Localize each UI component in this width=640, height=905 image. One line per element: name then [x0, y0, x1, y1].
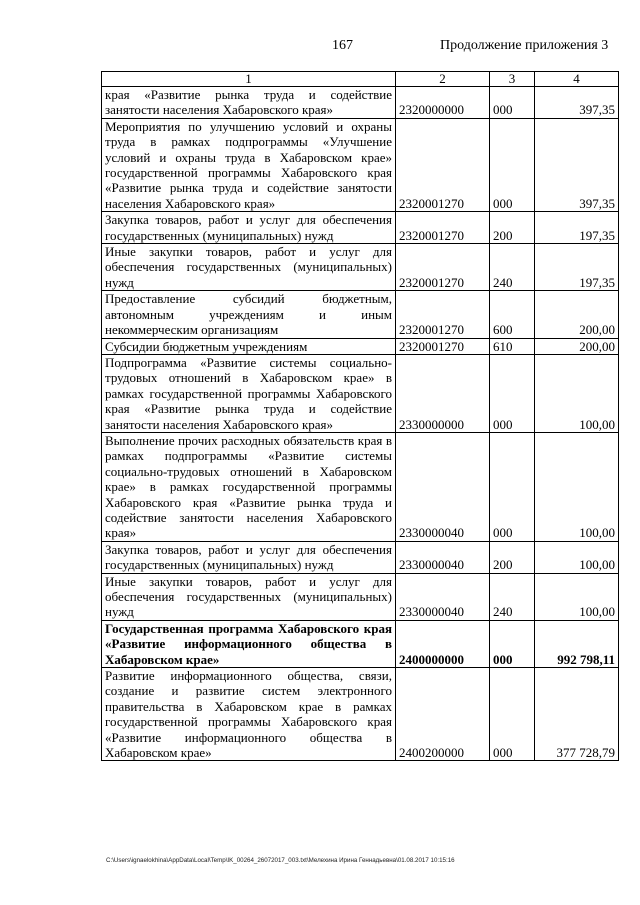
file-path-footer: C:\Users\ignaelokhina\AppData\Local\Temp\IK_00264_26072017_003.txt\Мелехина Ирина Геннадьевна\01.08.2017 10:15:16: [106, 857, 455, 864]
column-header: 3: [490, 72, 535, 87]
row-type: 600: [490, 291, 535, 338]
row-description: Подпрограмма «Развитие системы социально-трудовых отношений в Хабаровском крае» в рамках государственной программы Хабаровского края «Развитие рынка труда и содействие занятости населения Хабаровского края»: [102, 354, 396, 432]
row-type: 240: [490, 573, 535, 620]
table-row: [102, 212, 619, 244]
table-row: [102, 432, 619, 541]
row-description: Иные закупки товаров, работ и услуг для обеспечения государственных (муниципальных) нужд: [102, 244, 396, 291]
row-type: 000: [490, 620, 535, 667]
row-code: 2400000000: [396, 620, 490, 667]
table-row: [102, 118, 619, 211]
table-row: [102, 354, 619, 432]
row-description: Закупка товаров, работ и услуг для обеспечения государственных (муниципальных) нужд: [102, 541, 396, 573]
continuation-note: Продолжение приложения 3: [440, 38, 609, 53]
row-code: 2320000000: [396, 87, 490, 119]
row-type: 000: [490, 354, 535, 432]
row-code: 2320001270: [396, 291, 490, 338]
row-description: Субсидии бюджетным учреждениям: [102, 338, 396, 354]
row-description: Закупка товаров, работ и услуг для обеспечения государственных (муниципальных) нужд: [102, 212, 396, 244]
table-row: [102, 338, 619, 354]
row-description: Иные закупки товаров, работ и услуг для обеспечения государственных (муниципальных) нужд: [102, 573, 396, 620]
row-amount: 377 728,79: [535, 668, 619, 761]
row-code: 2320001270: [396, 212, 490, 244]
row-description: Государственная программа Хабаровского края «Развитие информационного общества в Хабаровском крае»: [102, 620, 396, 667]
row-code: 2330000040: [396, 573, 490, 620]
row-amount: 197,35: [535, 212, 619, 244]
table-row: [102, 573, 619, 620]
header-row: [102, 72, 619, 87]
budget-table: [101, 71, 619, 761]
row-description: края «Развитие рынка труда и содействие занятости населения Хабаровского края»: [102, 87, 396, 119]
row-type: 000: [490, 432, 535, 541]
row-amount: 100,00: [535, 541, 619, 573]
row-description: Выполнение прочих расходных обязательств края в рамках подпрограммы «Развитие системы социально-трудовых отношений в Хабаровском крае» в рамках государственной программы Хабаровского края «Развитие рынка труда и содействие занятости населения Хабаровского края»: [102, 432, 396, 541]
table-row: [102, 291, 619, 338]
row-type: 000: [490, 87, 535, 119]
row-type: 000: [490, 668, 535, 761]
table-row: [102, 668, 619, 761]
row-type: 200: [490, 212, 535, 244]
row-amount: 200,00: [535, 291, 619, 338]
row-type: 200: [490, 541, 535, 573]
column-header: 4: [535, 72, 619, 87]
row-code: 2320001270: [396, 338, 490, 354]
row-code: 2320001270: [396, 244, 490, 291]
row-amount: 397,35: [535, 118, 619, 211]
row-amount: 100,00: [535, 354, 619, 432]
column-header: 1: [102, 72, 396, 87]
row-amount: 200,00: [535, 338, 619, 354]
table-row: [102, 541, 619, 573]
row-type: 000: [490, 118, 535, 211]
row-description: Мероприятия по улучшению условий и охраны труда в рамках подпрограммы «Улучшение условий и охраны труда в Хабаровском крае» государственной программы Хабаровского края «Развитие рынка труда и содействие занятости населения Хабаровского края»: [102, 118, 396, 211]
row-code: 2330000040: [396, 541, 490, 573]
row-code: 2320001270: [396, 118, 490, 211]
table-row-program: [102, 620, 619, 667]
row-amount: 992 798,11: [535, 620, 619, 667]
table-row: [102, 87, 619, 119]
row-description: Предоставление субсидий бюджетным, автономным учреждениям и иным некоммерческим организациям: [102, 291, 396, 338]
row-amount: 100,00: [535, 573, 619, 620]
row-code: 2330000000: [396, 354, 490, 432]
row-code: 2330000040: [396, 432, 490, 541]
table-row: [102, 244, 619, 291]
row-description: Развитие информационного общества, связи, создание и развитие систем электронного правительства в Хабаровском крае в рамках государственной программы Хабаровского края «Развитие информационного общества в Хабаровском крае»: [102, 668, 396, 761]
row-type: 610: [490, 338, 535, 354]
page-number: 167: [332, 38, 353, 53]
row-amount: 197,35: [535, 244, 619, 291]
row-amount: 397,35: [535, 87, 619, 119]
row-amount: 100,00: [535, 432, 619, 541]
column-header: 2: [396, 72, 490, 87]
row-type: 240: [490, 244, 535, 291]
row-code: 2400200000: [396, 668, 490, 761]
